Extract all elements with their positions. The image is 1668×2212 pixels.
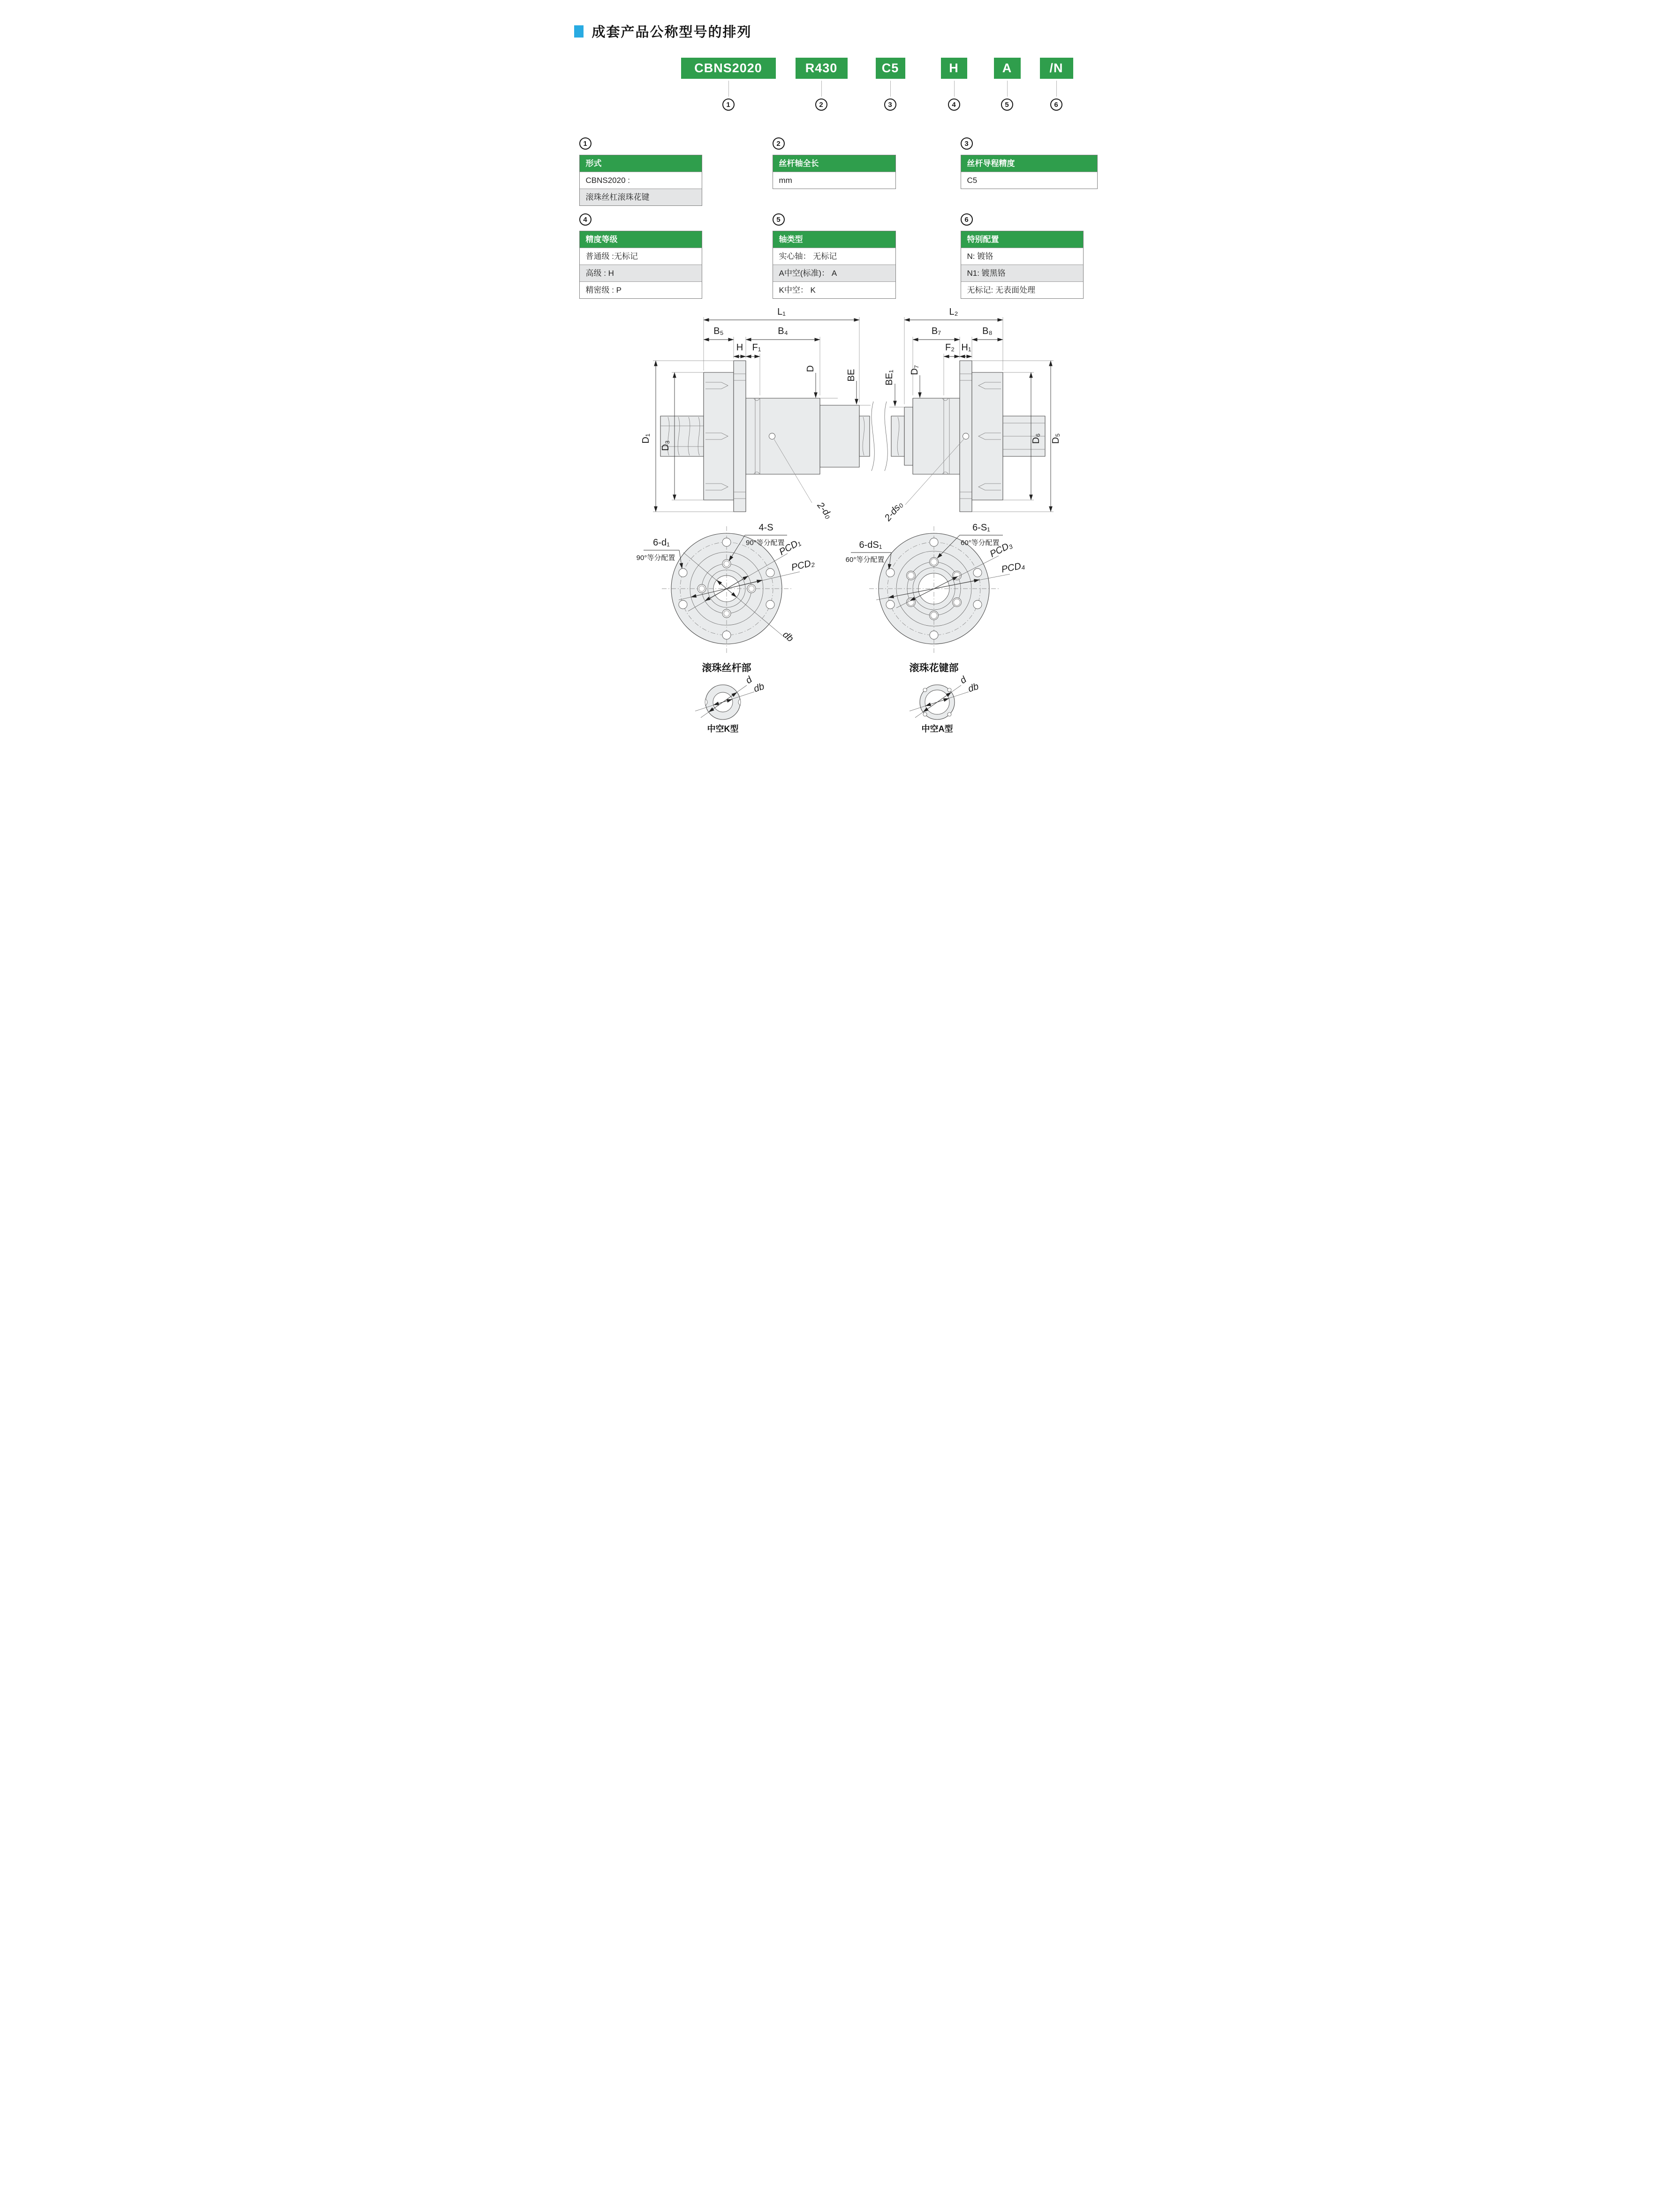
table-form: [579, 155, 702, 206]
code-connector: [890, 81, 891, 97]
ball-spline-flange-view: [845, 523, 1025, 674]
note-6-d1: 90°等分配置: [636, 554, 675, 562]
dim-label-be: BE: [846, 369, 857, 382]
dim-label-2-ds0: 2-ds₀: [882, 499, 905, 523]
label-6-ds1: 6-dS₁: [859, 540, 882, 550]
code-connector: [821, 81, 822, 97]
table-row: 实心轴： 无标记: [773, 248, 895, 265]
screw-shaft: [859, 416, 870, 456]
label-db: db: [780, 629, 795, 644]
table-row: 无标记: 无表面处理: [961, 281, 1083, 298]
note-4-s: 90°等分配置: [745, 539, 785, 547]
dim-label-l1: L₁: [777, 307, 786, 317]
code-segment-2-number: 2: [815, 98, 827, 111]
page: [556, 0, 1112, 737]
table-row: K中空： K: [773, 281, 895, 298]
dim-label-d6: D₆: [1031, 433, 1041, 444]
right-side-view: [882, 307, 1061, 523]
table-shaft-type: [773, 231, 896, 299]
table-row: N1: 镀黑铬: [961, 265, 1083, 281]
label-4-s: 4-S: [758, 523, 773, 533]
table-row: CBNS2020 :: [580, 172, 702, 189]
label-6-s1: 6-S₁: [972, 523, 990, 533]
table-shaft-length-header: 丝杆轴全长: [773, 155, 895, 172]
table-3-number: 3: [961, 137, 973, 150]
code-segment-2: R430: [796, 58, 848, 79]
caption-hollow-a: 中空A型: [921, 724, 953, 734]
table-accuracy-grade-header: 精度等级: [580, 231, 702, 248]
caption-ball-spline: 滚珠花键部: [909, 663, 958, 674]
dim-label-b7: B₇: [931, 326, 941, 336]
code-segment-6: /N: [1040, 58, 1073, 79]
table-shaft-length: [773, 155, 896, 189]
table-accuracy-grade: [579, 231, 702, 299]
nut-cylinder: [746, 398, 820, 474]
table-form-header: 形式: [580, 155, 702, 172]
table-special-config: [961, 231, 1084, 299]
table-row: 滚珠丝杠滚珠花键: [580, 189, 702, 205]
code-segment-3-number: 3: [884, 98, 896, 111]
dim-label-be1: BE₁: [884, 370, 895, 386]
table-lead-accuracy: [961, 155, 1098, 189]
caption-hollow-k: 中空K型: [707, 724, 738, 734]
dim-label-d1: D₁: [640, 433, 651, 444]
label-6-d1: 6-d₁: [652, 538, 670, 548]
dim-label-d7: D₇: [909, 365, 920, 375]
left-side-view: [641, 307, 871, 521]
code-segment-3: C5: [876, 58, 905, 79]
code-segment-6-number: 6: [1050, 98, 1062, 111]
dim-label-f1: F₁: [752, 342, 761, 353]
dim-label-h: H: [736, 342, 743, 353]
grease-hole: [769, 433, 775, 439]
table-row: 高级 : H: [580, 265, 702, 281]
label-db: db: [752, 681, 766, 695]
dim-label-d: D: [805, 365, 816, 372]
flange-plate: [734, 361, 746, 512]
nut-end-sleeve: [820, 405, 859, 467]
label-pcd3: PCD₃: [988, 539, 1014, 560]
table-4-number: 4: [579, 213, 591, 226]
table-row: 精密级 : P: [580, 281, 702, 298]
table-2-number: 2: [773, 137, 785, 150]
page-title: 成套产品公称型号的排列: [591, 25, 752, 40]
nut-cylinder: [913, 398, 960, 474]
grease-hole: [963, 433, 969, 439]
technical-drawing: [556, 300, 1112, 737]
spline-nut-body: [972, 372, 1003, 500]
note-6-s1: 60°等分配置: [960, 539, 1000, 547]
code-connector: [1007, 81, 1008, 97]
code-connector: [728, 81, 729, 97]
table-row: N: 镀铬: [961, 248, 1083, 265]
screw-shaft: [891, 416, 904, 456]
dim-label-b4: B₄: [777, 326, 788, 336]
note-6-ds1: 60°等分配置: [845, 556, 884, 564]
table-row: A中空(标准)： A: [773, 265, 895, 281]
label-d: d: [743, 674, 754, 686]
dim-label-h1: H₁: [961, 342, 971, 353]
shaft-break-lines: [871, 401, 887, 471]
hollow-k-ring-view: [695, 674, 766, 734]
nut-end-sleeve: [904, 407, 913, 465]
code-segment-1-number: 1: [722, 98, 735, 111]
table-5-number: 5: [773, 213, 785, 226]
code-segment-1: CBNS2020: [681, 58, 776, 79]
table-row: 普通级 :无标记: [580, 248, 702, 265]
code-segment-5-number: 5: [1001, 98, 1013, 111]
code-connector: [954, 81, 955, 97]
table-row: mm: [773, 172, 895, 189]
dim-label-b8: B₈: [982, 326, 993, 336]
code-segment-5: A: [994, 58, 1021, 79]
dim-label-d5: D₅: [1050, 433, 1061, 444]
code-segment-4: H: [941, 58, 967, 79]
table-shaft-type-header: 轴类型: [773, 231, 895, 248]
ball-screw-flange-view: [636, 523, 815, 674]
dim-label-f2: F₂: [945, 342, 955, 353]
caption-ball-screw: 滚珠丝杆部: [702, 663, 751, 674]
nut-body: [704, 372, 734, 500]
table-6-number: 6: [961, 213, 973, 226]
code-connector: [1056, 81, 1057, 97]
dim-label-d3: D₃: [660, 440, 671, 451]
code-segment-4-number: 4: [948, 98, 960, 111]
table-row: C5: [961, 172, 1097, 189]
dim-label-l2: L₂: [949, 307, 958, 317]
label-pcd2: PCD₂: [790, 557, 815, 573]
label-pcd4: PCD₄: [1000, 560, 1026, 575]
table-lead-accuracy-header: 丝杆导程精度: [961, 155, 1097, 172]
hollow-a-ring-view: [910, 674, 980, 734]
label-d: d: [958, 674, 968, 686]
title-bullet-icon: [574, 25, 584, 38]
label-db: db: [966, 681, 980, 695]
dim-label-2-d0: 2-d₀: [815, 500, 834, 521]
label-pcd1: PCD₁: [777, 537, 803, 558]
dim-label-b5: B₅: [713, 326, 724, 336]
table-1-number: 1: [579, 137, 591, 150]
table-special-config-header: 特别配置: [961, 231, 1083, 248]
